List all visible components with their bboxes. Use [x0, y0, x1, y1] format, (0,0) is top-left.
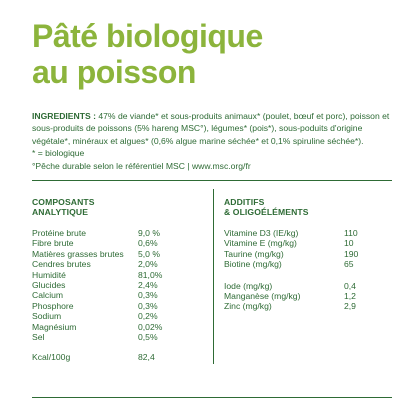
additive-label: Iode (mg/kg) [224, 280, 273, 291]
bottom-divider [32, 397, 392, 398]
additive-value: 65 [344, 259, 354, 270]
product-title [32, 18, 392, 90]
energy-label: Kcal/100g [32, 352, 71, 362]
column-divider [213, 189, 214, 364]
additives-title-line-1: ADDITIFS [224, 197, 265, 207]
composition-title [32, 197, 95, 217]
additives-title-line-2: & OLIGOÉLÉMENTS [224, 207, 309, 217]
additive-label: Vitamine D3 (IE/kg) [224, 228, 299, 238]
composition-label: Fibre brute [32, 238, 74, 249]
msc-note: °Pêche durable selon le référentiel MSC | www.msc.org/fr [32, 160, 251, 171]
top-divider [32, 180, 392, 181]
ingredients-text [32, 110, 394, 147]
composition-label: Sodium [32, 311, 62, 322]
additive-value: 0,4 [344, 280, 356, 291]
ingredients-label: INGREDIENTS : [32, 111, 96, 121]
additive-value: 110 [344, 228, 358, 238]
composition-value: 0,5% [138, 332, 158, 342]
composition-label: Protéine brute [32, 228, 86, 238]
ingredients-block [32, 110, 394, 172]
ingredients-list: 47% de viande* et sous-produits animaux* (poulet, bœuf et porc), poisson et sous-produits de poissons (5% hareng MSC°), légumes* (pois*), sous-poduits d'origine végétale*, minéraux et algues* (0,6% algue marine séchée* et 0,1% spiruline séchée*). [32, 111, 390, 146]
additive-label: Manganèse (mg/kg) [224, 290, 301, 301]
organic-note: * = biologique [32, 148, 85, 159]
additive-value: 10 [344, 238, 354, 249]
composition-value: 2,4% [138, 280, 158, 290]
composition-label: Magnésium [32, 321, 77, 332]
composition-label: Matières grasses brutes [32, 248, 124, 259]
composition-value: 0,02% [138, 321, 163, 332]
composition-value: 9,0 % [138, 228, 160, 238]
additive-label: Biotine (mg/kg) [224, 259, 282, 270]
product-title-line-2: au poisson [32, 54, 196, 90]
product-title-line-1: Pâté biologique [32, 18, 263, 54]
additive-value: 2,9 [344, 301, 356, 312]
composition-label: Calcium [32, 290, 64, 301]
composition-value: 0,3% [138, 290, 158, 301]
composition-label: Glucides [32, 280, 66, 290]
composition-label: Humidité [32, 269, 66, 280]
energy-value: 82,4 [138, 352, 155, 362]
composition-label: Cendres brutes [32, 259, 91, 270]
composition-label: Sel [32, 332, 45, 342]
additives-title [224, 197, 309, 217]
additive-label: Zinc (mg/kg) [224, 301, 272, 312]
composition-value: 5,0 % [138, 248, 160, 259]
composition-value: 0,3% [138, 300, 158, 311]
composition-label: Phosphore [32, 300, 74, 311]
composition-value: 0,2% [138, 311, 158, 322]
additive-value: 190 [344, 248, 359, 259]
additive-value: 1,2 [344, 290, 356, 301]
composition-value: 81,0% [138, 269, 163, 280]
composition-title-line-2: ANALYTIQUE [32, 207, 89, 217]
additive-label: Vitamine E (mg/kg) [224, 238, 297, 249]
additive-label: Taurine (mg/kg) [224, 248, 284, 259]
composition-title-line-1: COMPOSANTS [32, 197, 95, 207]
composition-value: 2,0% [138, 259, 158, 270]
composition-value: 0,6% [138, 238, 158, 249]
